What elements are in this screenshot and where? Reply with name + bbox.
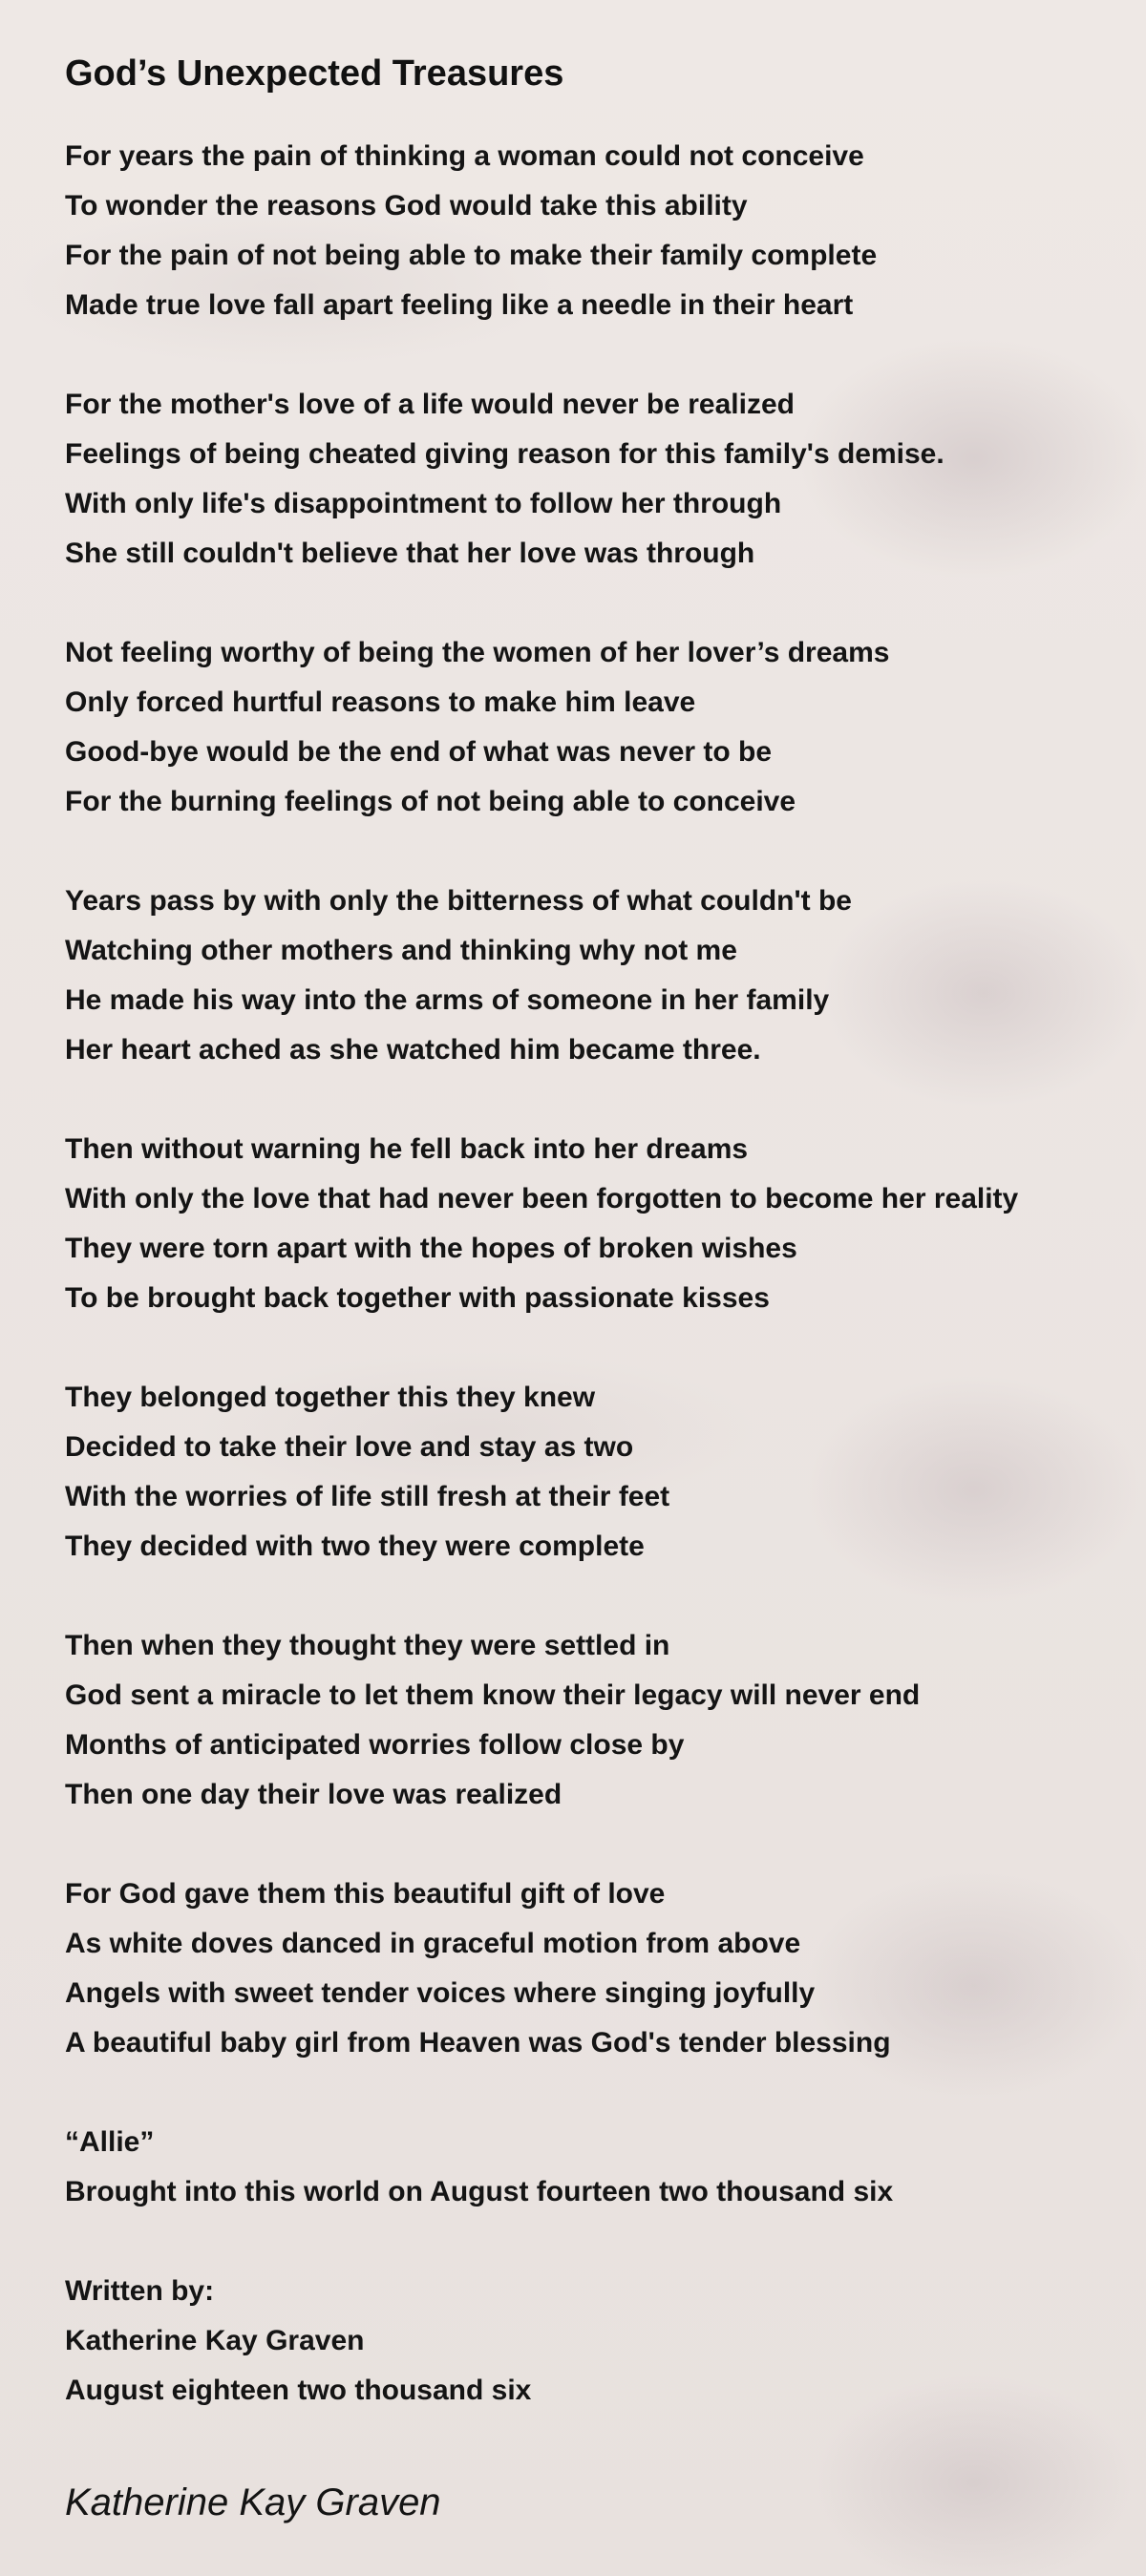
poem-stanza (65, 380, 1115, 579)
poem-line: Years pass by with only the bitterness of what couldn't be (65, 885, 852, 917)
poem-stanza (65, 2267, 1115, 2416)
poem-line: For God gave them this beautiful gift of love (65, 1878, 666, 1910)
poem-line: For years the pain of thinking a woman could not conceive (65, 140, 864, 172)
poem-stanza (65, 1125, 1115, 1323)
poem-line: Watching other mothers and thinking why not me (65, 935, 737, 966)
poem-line: To wonder the reasons God would take this ability (65, 190, 748, 222)
poem-line: Feelings of being cheated giving reason for this family's demise. (65, 438, 944, 470)
poem-line: Her heart ached as she watched him became three. (65, 1034, 761, 1066)
poem-title: God’s Unexpected Treasures (65, 53, 564, 94)
poem-line: God sent a miracle to let them know their legacy will never end (65, 1679, 921, 1711)
poem-line: Then one day their love was realized (65, 1779, 562, 1810)
poem-page (65, 50, 1115, 2465)
poem-line: For the burning feelings of not being able to conceive (65, 786, 796, 817)
poem-line: She still couldn't believe that her love was through (65, 538, 755, 569)
poem-line: With only the love that had never been forgotten to become her reality (65, 1183, 1019, 1214)
poem-line: Months of anticipated worries follow close by (65, 1729, 685, 1761)
poem-stanza (65, 876, 1115, 1075)
poem-stanza (65, 1621, 1115, 1820)
poem-line: He made his way into the arms of someone in her family (65, 984, 830, 1016)
poem-stanza (65, 132, 1115, 330)
poem-body (65, 132, 1115, 2416)
poem-line: Katherine Kay Graven (65, 2325, 365, 2356)
poem-line: For the pain of not being able to make their family complete (65, 240, 878, 271)
poem-line: As white doves danced in graceful motion from above (65, 1928, 801, 1959)
poem-line: With the worries of life still fresh at their feet (65, 1481, 670, 1512)
author-signature: Katherine Kay Graven (65, 2481, 441, 2523)
poem-stanza (65, 628, 1115, 827)
poem-stanza (65, 1373, 1115, 1572)
poem-line: Then without warning he fell back into her dreams (65, 1133, 749, 1165)
poem-line: Written by: (65, 2275, 215, 2307)
poem-line: They were torn apart with the hopes of broken wishes (65, 1233, 797, 1264)
poem-line: August eighteen two thousand six (65, 2375, 532, 2406)
poem-stanza (65, 1869, 1115, 2068)
poem-line: Not feeling worthy of being the women of her lover’s dreams (65, 637, 890, 668)
poem-line: A beautiful baby girl from Heaven was God's tender blessing (65, 2027, 891, 2059)
poem-line: Angels with sweet tender voices where singing joyfully (65, 1977, 816, 2009)
poem-line: Brought into this world on August fourteen two thousand six (65, 2176, 894, 2207)
poem-line: With only life's disappointment to follow her through (65, 488, 782, 519)
poem-line: To be brought back together with passionate kisses (65, 1282, 770, 1314)
poem-line: They belonged together this they knew (65, 1382, 596, 1413)
poem-line: Good-bye would be the end of what was never to be (65, 736, 773, 768)
poem-line: Made true love fall apart feeling like a needle in their heart (65, 289, 854, 321)
poem-line: For the mother's love of a life would never be realized (65, 389, 795, 420)
poem-line: They decided with two they were complete (65, 1531, 645, 1562)
poem-line: Then when they thought they were settled in (65, 1630, 670, 1661)
poem-line: “Allie” (65, 2126, 155, 2158)
poem-line: Decided to take their love and stay as two (65, 1431, 634, 1463)
poem-stanza (65, 2118, 1115, 2217)
poem-line: Only forced hurtful reasons to make him leave (65, 686, 696, 718)
